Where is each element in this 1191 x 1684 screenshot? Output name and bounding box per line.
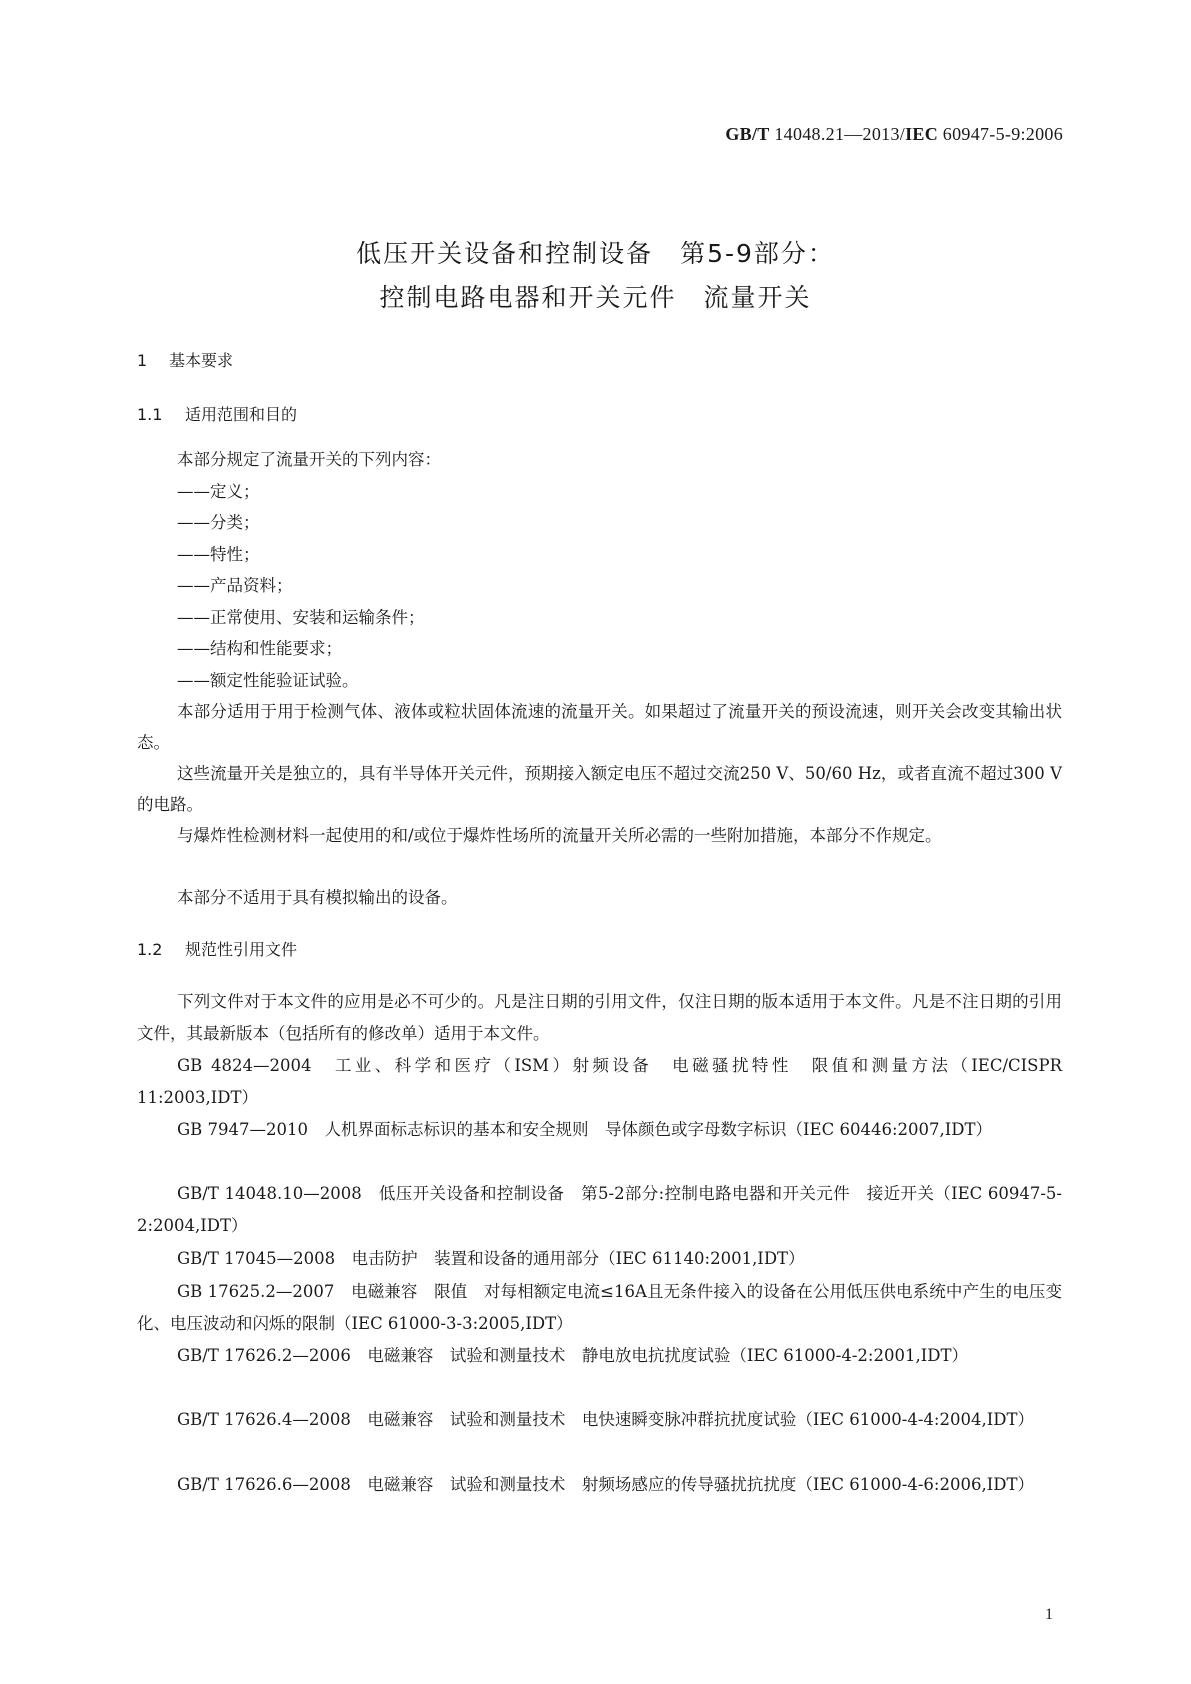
reference-item: GB/T 17626.4—2008 电磁兼容 试验和测量技术 电快速瞬变脉冲群抗扰度试验（IEC 61000-4-4:2004,IDT） xyxy=(177,1410,1034,1429)
section-1-2-heading xyxy=(137,937,297,960)
section-title: 规范性引用文件 xyxy=(185,940,298,959)
title-line-2: 控制电路电器和开关元件 流量开关 xyxy=(379,283,812,312)
section-title: 适用范围和目的 xyxy=(185,405,298,424)
list-item: ——定义； xyxy=(177,481,260,501)
list-item: ——正常使用、安装和运输条件； xyxy=(177,607,425,627)
reference-item: GB/T 17045—2008 电击防护 装置和设备的通用部分（IEC 61140:2001,IDT） xyxy=(177,1249,805,1268)
section-1-1-heading xyxy=(137,402,297,425)
section-number: 1.2 xyxy=(137,940,163,959)
section-title: 基本要求 xyxy=(169,351,234,370)
scope-paragraph-3: 与爆炸性检测材料一起使用的和/或位于爆炸性场所的流量开关所必需的一些附加措施，本部分不作规定。 xyxy=(177,826,942,845)
section-number: 1 xyxy=(137,351,148,370)
scope-list xyxy=(177,444,1062,696)
iec-label: IEC xyxy=(905,124,938,144)
std-number: 14048.21—2013/ xyxy=(769,124,906,144)
reference-item: GB 4824—2004 工业、科学和医疗（ISM）射频设备 电磁骚扰特性 限值和测量方法（IEC/CISPR 11:2003,IDT） xyxy=(137,1056,1062,1107)
title-line-1: 低压开关设备和控制设备 第5-9部分： xyxy=(356,239,835,268)
section-1-heading xyxy=(137,348,233,371)
reference-item: GB/T 17626.2—2006 电磁兼容 试验和测量技术 静电放电抗扰度试验（IEC 61000-4-2:2001,IDT） xyxy=(177,1346,968,1365)
references-intro: 下列文件对于本文件的应用是必不可少的。凡是注日期的引用文件，仅注日期的版本适用于本文件。凡是不注日期的引用文件，其最新版本（包括所有的修改单）适用于本文件。 xyxy=(137,992,1062,1043)
list-item: ——产品资料； xyxy=(177,576,293,595)
list-item: ——额定性能验证试验。 xyxy=(177,670,359,690)
list-item: ——分类； xyxy=(177,513,260,532)
document-title xyxy=(0,232,1191,320)
reference-item: GB/T 14048.10—2008 低压开关设备和控制设备 第5-2部分:控制电路电器和开关元件 接近开关（IEC 60947-5-2:2004,IDT） xyxy=(137,1184,1062,1235)
reference-item: GB 7947—2010 人机界面标志标识的基本和安全规则 导体颜色或字母数字标识（IEC 60446:2007,IDT） xyxy=(177,1120,993,1139)
scope-paragraph-4: 本部分不适用于具有模拟输出的设备。 xyxy=(177,888,458,907)
standard-code-header xyxy=(725,124,1063,145)
reference-item: GB/T 17626.6—2008 电磁兼容 试验和测量技术 射频场感应的传导骚扰抗扰度（IEC 61000-4-6:2006,IDT） xyxy=(177,1475,1034,1494)
list-item: ——结构和性能要求； xyxy=(177,639,342,658)
std-code: GB/T xyxy=(725,124,770,144)
section-number: 1.1 xyxy=(137,405,163,424)
scope-paragraph-2: 这些流量开关是独立的，具有半导体开关元件，预期接入额定电压不超过交流250 V、50/60 Hz，或者直流不超过300 V的电路。 xyxy=(137,764,1062,814)
list-item: ——特性； xyxy=(177,544,260,564)
scope-paragraph-1: 本部分适用于用于检测气体、液体或粒状固体流速的流量开关。如果超过了流量开关的预设流速，则开关会改变其输出状态。 xyxy=(137,702,1062,752)
page-number: 1 xyxy=(1045,1606,1053,1623)
scope-intro: 本部分规定了流量开关的下列内容： xyxy=(177,450,441,469)
iec-number: 60947-5-9:2006 xyxy=(938,124,1063,144)
reference-item: GB 17625.2—2007 电磁兼容 限值 对每相额定电流≤16A且无条件接入的设备在公用低压供电系统中产生的电压变化、电压波动和闪烁的限制（IEC 61000-3-3:2005,IDT） xyxy=(137,1282,1062,1333)
